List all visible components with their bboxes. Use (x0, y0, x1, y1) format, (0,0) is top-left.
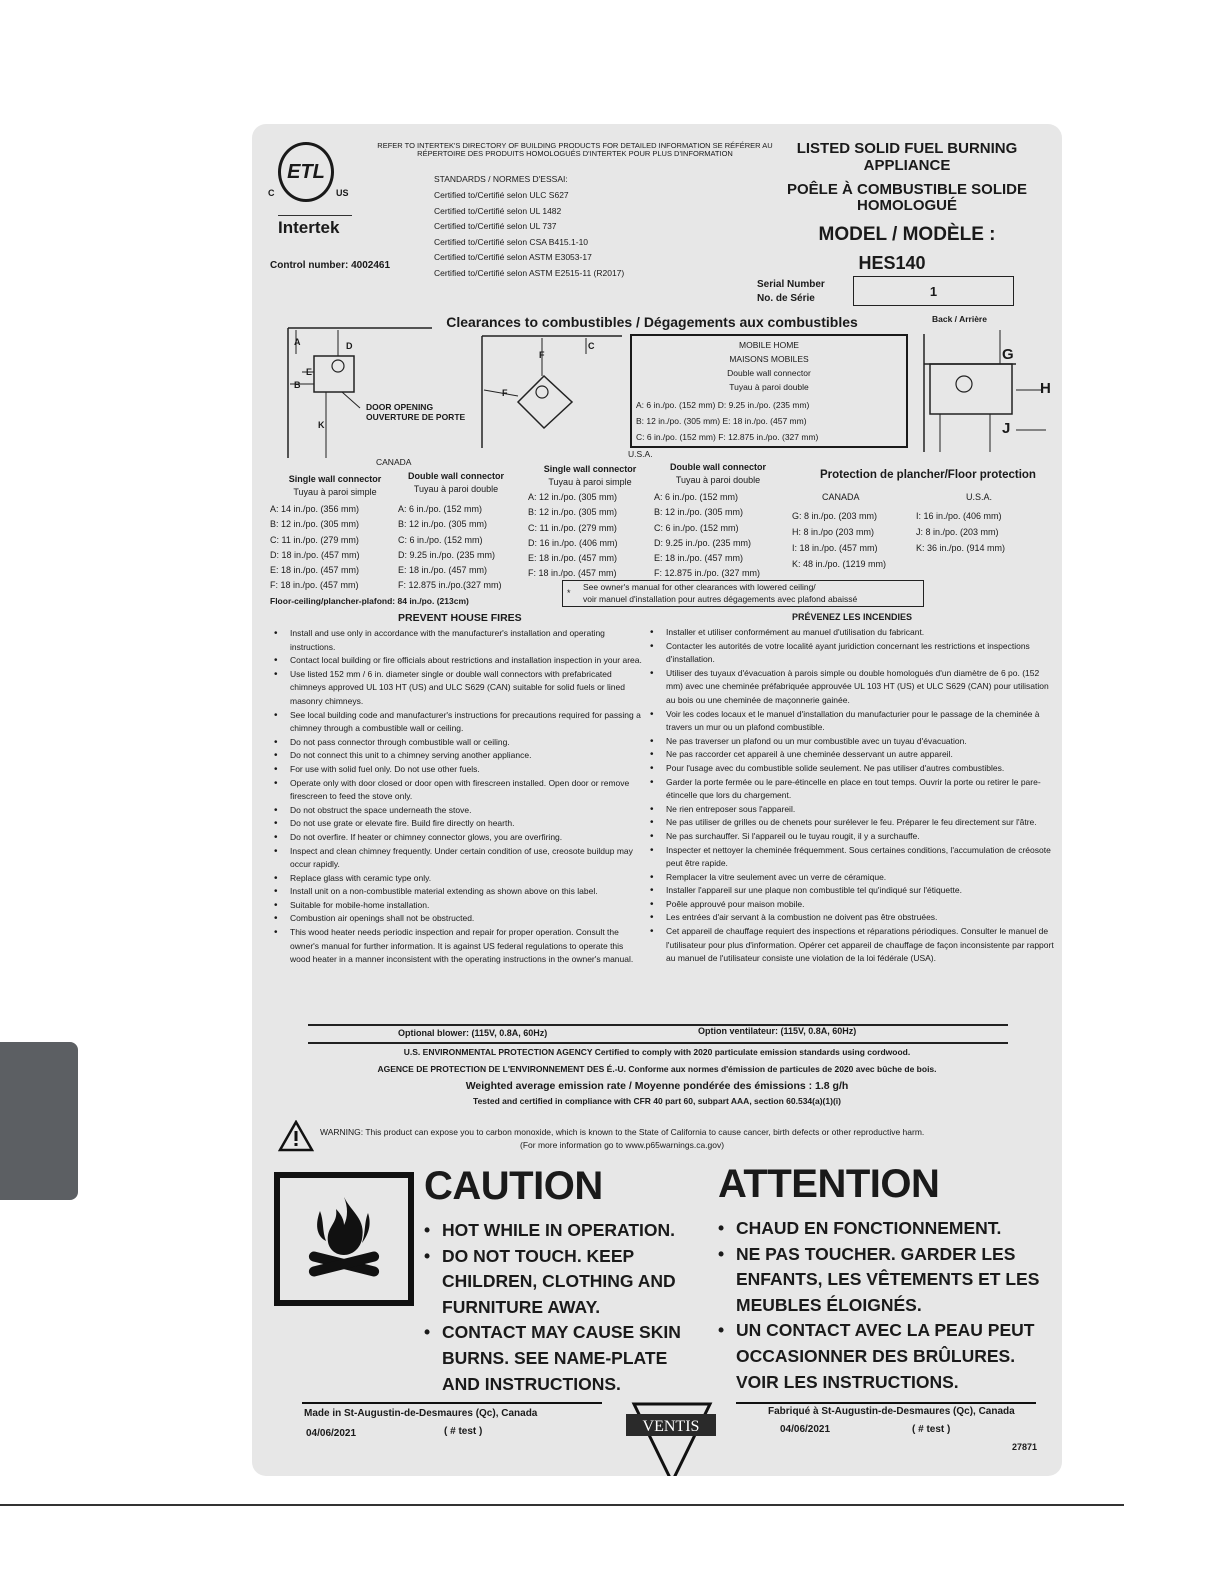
usa-single-rows (528, 490, 618, 582)
caution-list (424, 1218, 681, 1397)
front-clearance-diagram (282, 326, 442, 460)
list-item: • Garder la porte fermée ou le pare-étincelle en place en tout temps. Ouvrir la porte ou retirer le pare-étincelle que lors du chargement. (646, 776, 1054, 803)
list-item: • Ne rien entreposer sous l'appareil. (646, 803, 1054, 817)
clearance-row: D: 9.25 in./po. (235 mm) (654, 537, 752, 548)
list-item: • Contacter les autorités de votre localité ayant juridiction concernant les restrictions et inspections d'installation. (646, 640, 1054, 667)
clearance-row: F: 18 in./po. (457 mm) (270, 580, 359, 591)
clearance-row: A: 14 in./po. (356 mm) (270, 504, 360, 514)
etl-logo (278, 142, 334, 202)
clearance-row: E: 18 in./po. (457 mm) (270, 565, 360, 576)
clearance-row: D: 16 in./po. (406 mm) (528, 537, 618, 548)
usa-single-head: Single wall connector Tuyau à paroi simple (543, 464, 637, 487)
clearance-row: B: 12 in./po. (305 mm) (398, 519, 488, 530)
usa-double-rows (654, 490, 760, 582)
door-opening-label: DOOR OPENING OUVERTURE DE PORTE (366, 402, 466, 422)
clearance-row: F: 12.875 in./po. (327 mm) (654, 568, 761, 579)
list-item: • Contact local building or fire officials about restrictions and installation inspection in your area. (270, 654, 644, 668)
clearance-row: E: 18 in./po. (457 mm) (528, 553, 618, 564)
list-item: • Ne pas traverser un plafond ou un mur combustible avec un tuyau d'évacuation. (646, 735, 1054, 749)
serial-number-box: 1 (853, 276, 1014, 306)
dim-k: K (318, 420, 325, 430)
test-right: ( # test ) (912, 1424, 951, 1435)
standards-heading: STANDARDS / NORMES D'ESSAI: (434, 174, 568, 184)
standard-item: Certified to/Certifié selon ASTM E2515-11 (R2017) (434, 267, 625, 278)
ventis-logo-text: VENTIS (642, 1418, 700, 1435)
attention-item: • UN CONTACT AVEC LA PEAU PEUT (718, 1318, 1039, 1344)
floor-row: J: 8 in./po. (203 mm) (916, 527, 999, 537)
list-item: • Installer l'appareil sur une plaque non combustible tel qu'indiqué sur l'étiquette. (646, 884, 1054, 898)
corner-clearance-diagram (478, 332, 626, 450)
list-item: • Use listed 152 mm / 6 in. diameter single or double wall connectors with prefabricated chimneys approved UL 103 HT (US) and ULC S629 (CAN) suitable for solid fuels or lined masonry chimneys. (270, 668, 644, 709)
canada-single-rows (270, 502, 360, 594)
epa-en: U.S. ENVIRONMENTAL PROTECTION AGENCY Certified to comply with 2020 particulate emission standards using cordwood. (403, 1047, 911, 1057)
floor-row: I: 18 in./po. (457 mm) (792, 543, 878, 553)
standard-item: Certified to/Certifié selon UL 737 (434, 221, 557, 231)
caution-item: AND INSTRUCTIONS. (442, 1373, 621, 1394)
etl-us-mark: US (336, 188, 349, 198)
blower-fr: Option ventilateur: (115V, 0.8A, 60Hz) (698, 1026, 857, 1036)
prop65-warning: WARNING: This product can expose you to carbon monoxide, which is known to the State of California to cause cancer, birth defects or other reproductive harm. (For more information go to www.p65warnings.ca.gov) (320, 1127, 925, 1150)
list-item: • Pour l'usage avec du combustible solide seulement. Ne pas utiliser d'autres combustibles. (646, 762, 1054, 776)
clearance-row: D: 18 in./po. (457 mm) (270, 549, 360, 560)
dim-b: B (294, 380, 301, 390)
caution-heading: CAUTION (424, 1164, 603, 1208)
made-in-fr: Fabriqué à St-Augustin-de-Desmaures (Qc), Canada (768, 1406, 1015, 1417)
floor-row: K: 48 in./po. (1219 mm) (792, 559, 887, 569)
clearance-row: A: 12 in./po. (305 mm) (528, 492, 618, 502)
floor-ceiling-note: Floor-ceiling/plancher-plafond: 84 in./po. (213cm) (270, 596, 469, 606)
clearance-row: C: 6 in./po. (152 mm) (398, 534, 483, 545)
standard-item: Certified to/Certifié selon ASTM E3053-17 (434, 252, 592, 262)
list-item: • Combustion air openings shall not be obstructed. (270, 912, 644, 926)
list-item: • For use with solid fuel only. Do not use other fuels. (270, 763, 644, 777)
standards-list (434, 188, 624, 281)
clearance-row: B: 12 in./po. (305 mm) (654, 507, 744, 518)
list-item: • Utiliser des tuyaux d'évacuation à parois simple ou double homologués d'un diamètre de 6 po. (152 mm) avec une cheminée préfabriquée approuvée UL 103 HT (US) et ULC S629 (CAN) pour utilisation au bois ou une cheminée de maçonnerie gainée. (646, 667, 1054, 708)
usa-label: U.S.A. (628, 449, 653, 459)
list-item: • Voir les codes locaux et le manuel d'installation du manufacturier pour le passage de la cheminée à travers un mur ou un plafond combustible. (646, 708, 1054, 735)
etl-c-mark: C (268, 188, 275, 198)
product-title-en: LISTED SOLID FUEL BURNING APPLIANCE (796, 140, 1018, 174)
intertek-name: Intertek (278, 218, 340, 237)
made-in-en: Made in St-Augustin-de-Desmaures (Qc), Canada (304, 1408, 538, 1419)
ventis-logo (624, 1400, 718, 1476)
dim-a: A (294, 337, 301, 347)
clearance-row: B: 12 in./po. (305 mm) (528, 507, 618, 518)
list-item: • Ne pas surchauffer. Si l'appareil ou le tuyau rougit, il y a surchauffe. (646, 830, 1054, 844)
clearances-title: Clearances to combustibles / Dégagements aux combustibles (446, 314, 858, 330)
list-item: • Les entrées d'air servant à la combustion ne doivent pas être obstruées. (646, 911, 1054, 925)
back-clearance-diagram (920, 324, 1050, 454)
dim-h: H (1040, 380, 1051, 397)
floor-row: I: 16 in./po. (406 mm) (916, 511, 1002, 521)
list-item: • Do not use grate or elevate fire. Build fire directly on hearth. (270, 817, 644, 831)
list-item: • Do not obstruct the space underneath the stove. (270, 804, 644, 818)
canada-single-head: Single wall connector Tuyau à paroi simple (288, 474, 382, 497)
list-item: • Ne pas raccorder cet appareil à une cheminée desservant un autre appareil. (646, 748, 1054, 762)
clearance-row: F: 18 in./po. (457 mm) (528, 568, 617, 579)
label-number: 27871 (1012, 1442, 1038, 1452)
floor-usa-label: U.S.A. (966, 492, 993, 502)
dim-f2: F (502, 388, 508, 398)
fire-safety-list-fr (646, 626, 1054, 966)
caution-item: CHILDREN, CLOTHING AND (442, 1271, 676, 1292)
side-tab (0, 1042, 78, 1200)
floor-usa-rows (916, 508, 1005, 556)
test-left: ( # test ) (444, 1426, 483, 1437)
fire-safety-list-en (270, 627, 644, 967)
refer-directory-text: REFER TO INTERTEK'S DIRECTORY OF BUILDING PRODUCTS FOR DETAILED INFORMATION SE RÉFÉRER AU RÉPERTOIRE DES PRODUITS HOMOLOGUÉS D'INTERTEK POUR PLUS D'INFORMATION (377, 141, 773, 158)
model-label: MODEL / MODÈLE : (818, 224, 996, 245)
dim-g: G (1002, 346, 1014, 363)
rating-label (252, 124, 1062, 1476)
attention-item: OCCASIONNER DES BRÛLURES. (736, 1345, 1016, 1366)
floor-row: H: 8 in./po (203 mm) (792, 527, 875, 537)
dim-c: C (588, 341, 595, 351)
standard-item: Certified to/Certifié selon CSA B415.1-10 (434, 236, 589, 247)
list-item: • Inspecter et nettoyer la cheminée fréquemment. Sous certaines conditions, l'accumulation de créosote peut être rapide. (646, 844, 1054, 871)
canada-double-head: Double wall connector Tuyau à paroi double (407, 471, 504, 494)
mobile-home-box: MOBILE HOME MAISONS MOBILES Double wall connector Tuyau à paroi double A: 6 in./po. (152 mm) D: 9.25 in./po. (235 mm) B: 12 in./po. (305 mm) E: 18 in./po. (457 mm) C: 6 in./po. (152 mm) F: 12.875 in./po. (327 mm) (630, 334, 908, 448)
list-item: • See local building code and manufacturer's instructions for precautions required for passing a chimney through a combustible wall or ceiling. (270, 709, 644, 736)
dim-j: J (1002, 420, 1011, 437)
list-item: • Install and use only in accordance with the manufacturer's installation and operating instructions. (270, 627, 644, 654)
attention-item: MEUBLES ÉLOIGNÉS. (736, 1294, 922, 1315)
clearance-row: C: 11 in./po. (279 mm) (528, 522, 617, 533)
caution-item: FURNITURE AWAY. (442, 1296, 601, 1317)
floor-row: G: 8 in./po. (203 mm) (792, 511, 878, 521)
list-item: • Remplacer la vitre seulement avec un verre de céramique. (646, 871, 1054, 885)
attention-item: ENFANTS, LES VÊTEMENTS ET LES (736, 1269, 1040, 1290)
dim-f: F (539, 350, 545, 360)
clearance-row: E: 18 in./po. (457 mm) (398, 565, 488, 576)
standard-item: Certified to/Certifié selon UL 1482 (434, 205, 562, 216)
prevent-heading-fr: PRÉVENEZ LES INCENDIES (792, 612, 913, 622)
clearance-row: F: 12.875 in./po.(327 mm) (398, 580, 502, 591)
list-item: • This wood heater needs periodic inspection and repair for proper operation. Consult the owner's manual for further information. It is against US federal regulations to operate this wood heater in a manner inconsistent with the operating instructions in the owner's manual. (270, 926, 644, 967)
lowered-ceiling-note: * See owner's manual for other clearances with lowered ceiling/ voir manuel d'installation pour autres dégagements avec plafond abaissé (562, 580, 924, 607)
date-left: 04/06/2021 (306, 1428, 357, 1439)
blower-en: Optional blower: (115V, 0.8A, 60Hz) (398, 1028, 548, 1038)
list-item: • Replace glass with ceramic type only. (270, 872, 644, 886)
product-title-fr: POÊLE À COMBUSTIBLE SOLIDE HOMOLOGUÉ (786, 181, 1027, 214)
list-item: • Poêle approuvé pour maison mobile. (646, 898, 1054, 912)
dim-d: D (346, 341, 353, 351)
attention-item: • CHAUD EN FONCTIONNEMENT. (718, 1216, 1039, 1242)
list-item: • Inspect and clean chimney frequently. Under certain condition of use, creosote buildup may occur rapidly. (270, 845, 644, 872)
warning-icon (278, 1120, 314, 1152)
list-item: • Operate only with door closed or door open with firescreen installed. Open door or remove firescreen to feed the stove only. (270, 777, 644, 804)
page-bottom-rule (0, 1504, 1124, 1506)
model-value: HES140 (858, 253, 926, 273)
clearance-row: C: 6 in./po. (152 mm) (654, 522, 739, 533)
mobile-home-row: C: 6 in./po. (152 mm) F: 12.875 in./po. (327 mm) (636, 432, 819, 442)
floor-canada-rows (792, 508, 886, 572)
etl-logo-text: ETL (287, 160, 325, 183)
clearance-row: D: 9.25 in./po. (235 mm) (398, 549, 496, 560)
canada-label: CANADA (376, 457, 412, 467)
mobile-home-row: B: 12 in./po. (305 mm) E: 18 in./po. (457 mm) (636, 416, 807, 426)
usa-double-head: Double wall connector Tuyau à paroi double (669, 462, 766, 485)
list-item: • Do not connect this unit to a chimney serving another appliance. (270, 749, 644, 763)
tested-certified: Tested and certified in compliance with CFR 40 part 60, subpart AAA, section 60.534(a)(1)(i) (473, 1096, 841, 1106)
attention-item: VOIR LES INSTRUCTIONS. (736, 1371, 959, 1392)
clearance-row: A: 6 in./po. (152 mm) (398, 504, 483, 514)
serial-label: Serial Number No. de Série (757, 279, 825, 304)
emission-rate: Weighted average emission rate / Moyenne pondérée des émissions : 1.8 g/h (465, 1080, 849, 1092)
floor-protection-title: Protection de plancher/Floor protection (820, 469, 1036, 481)
floor-row: K: 36 in./po. (914 mm) (916, 543, 1006, 553)
list-item: • Cet appareil de chauffage requiert des inspections et réparations périodiques. Consulter le manuel de l'utilisateur pour plus d'information. Opérer cet appareil de chauffage de façon inconsistente par rapport au manuel de l'utilisateur consiste une violation de la loi fédérale (USA). (646, 925, 1054, 966)
list-item: • Installer et utiliser conformément au manuel d'utilisation du fabricant. (646, 626, 1054, 640)
epa-fr: AGENCE DE PROTECTION DE L'ENVIRONNEMENT DES É.-U. Conforme aux normes d'émission de particules de 2020 avec bûche de bois. (377, 1064, 937, 1074)
prevent-heading-en: PREVENT HOUSE FIRES (398, 612, 522, 624)
list-item: • Suitable for mobile-home installation. (270, 899, 644, 913)
clearance-row: A: 6 in./po. (152 mm) (654, 492, 739, 502)
caution-item: BURNS. SEE NAME-PLATE (442, 1347, 668, 1368)
list-item: • Do not overfire. If heater or chimney connector glows, you are overfiring. (270, 831, 644, 845)
canada-double-rows (398, 502, 502, 594)
fire-hazard-icon (274, 1172, 414, 1306)
floor-canada-label: CANADA (822, 492, 860, 502)
clearance-row: C: 11 in./po. (279 mm) (270, 534, 359, 545)
clearance-row: E: 18 in./po. (457 mm) (654, 553, 744, 564)
caution-item: • CONTACT MAY CAUSE SKIN (424, 1320, 681, 1346)
date-right: 04/06/2021 (780, 1424, 831, 1435)
caution-item: • HOT WHILE IN OPERATION. (424, 1218, 681, 1244)
attention-heading: ATTENTION (718, 1162, 940, 1206)
standard-item: Certified to/Certifié selon ULC S627 (434, 190, 569, 200)
attention-list (718, 1216, 1039, 1395)
mobile-home-row: A: 6 in./po. (152 mm) D: 9.25 in./po. (235 mm) (636, 400, 810, 410)
list-item: • Ne pas utiliser de grilles ou de chenets pour surélever le feu. Préparer le feu directement sur l'âtre. (646, 816, 1054, 830)
attention-item: • NE PAS TOUCHER. GARDER LES (718, 1242, 1039, 1268)
caution-item: • DO NOT TOUCH. KEEP (424, 1244, 681, 1270)
clearance-row: B: 12 in./po. (305 mm) (270, 519, 360, 530)
back-label: Back / Arrière (932, 314, 987, 324)
dim-e: E (306, 367, 313, 377)
control-number: Control number: 4002461 (270, 260, 391, 271)
list-item: • Do not pass connector through combustible wall or ceiling. (270, 736, 644, 750)
list-item: • Install unit on a non-combustible material extending as shown above on this label. (270, 885, 644, 899)
